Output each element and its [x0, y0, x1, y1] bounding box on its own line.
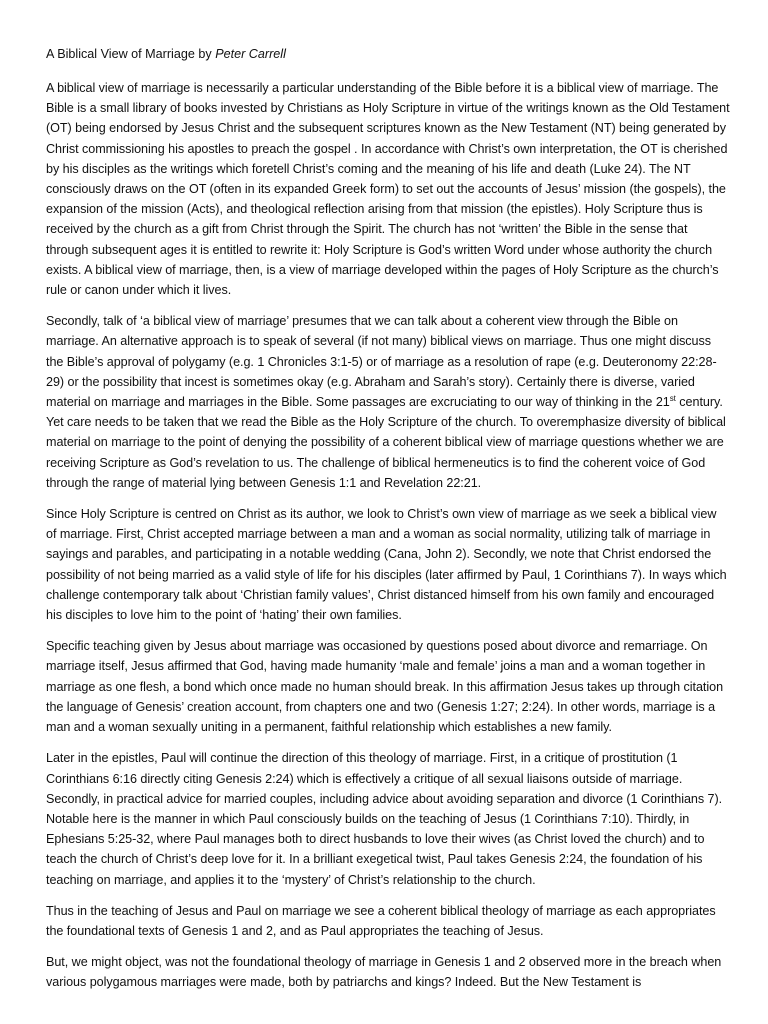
- paragraph-2: [46, 311, 730, 493]
- title-text: A Biblical View of Marriage: [46, 47, 195, 61]
- ordinal-superscript: st: [669, 393, 676, 403]
- paragraph-7: But, we might object, was not the foundational theology of marriage in Genesis 1 and 2 observed more in the breach when various polygamous marriages were made, both by patriarchs and kings? Indeed. But the New Testament is: [46, 955, 722, 990]
- paragraph-3: Since Holy Scripture is centred on Christ as its author, we look to Christ’s own view of marriage as we seek a biblical view of marriage. First, Christ accepted marriage between a man and a woman as social normality, utilizing talk of marriage in sayings and parables, and participating in a notable wedding (Cana, John 2). Secondly, we note that Christ endorsed the possibility of not being married as a valid style of life for his disciples (later affirmed by Paul, 1 Corinthians 7). In ways which challenge contemporary talk about ‘Christian family values’, Christ distanced himself from his own family and encouraged his disciples to love him to the point of ‘hating’ their own families.: [46, 507, 727, 623]
- paragraph-5: Later in the epistles, Paul will continue the direction of this theology of marriage. First, in a critique of prostitution (1 Corinthians 6:16 directly citing Genesis 2:24) which is effectively a critique of all sexual liaisons outside of marriage. Secondly, in practical advice for married couples, including advice about avoiding separation and divorce (1 Corinthians 7). Notable here is the manner in which Paul consciously builds on the teaching of Jesus (1 Corinthians 7:10). Thirdly, in Ephesians 5:25-32, where Paul manages both to direct husbands to love their wives (as Christ loved the church) and to teach the church of Christ’s deep love for it. In a brilliant exegetical twist, Paul takes Genesis 2:24, the foundation of his teaching on marriage, and applies it to the ‘mystery’ of Christ’s relationship to the church.: [46, 751, 723, 887]
- author-name: Peter Carrell: [215, 47, 286, 61]
- paragraph-1: A biblical view of marriage is necessarily a particular understanding of the Bible before it is a biblical view of marriage. The Bible is a small library of books invested by Christians as Holy Scripture in virtue of the writings known as the Old Testament (OT) being endorsed by Jesus Christ and the subsequent scriptures known as the New Testament (NT) being generated by Christ commissioning his apostles to preach the gospel . In accordance with Christ’s own interpretation, the OT is cherished by his disciples as the writings which foretell Christ’s coming and the meaning of his life and death (Luke 24). The NT consciously draws on the OT (often in its expanded Greek form) to set out the accounts of Jesus’ mission (the gospels), the expansion of the mission (Acts), and theological reflection arising from that mission (the epistles). Holy Scripture thus is received by the church as a gift from Christ through the Spirit. The church has not ‘written’ the Bible in the sense that through subsequent ages it is entitled to rewrite it: Holy Scripture is God’s written Word under whose authority the church exists. A biblical view of marriage, then, is a view of marriage developed within the pages of Holy Scripture as the church’s rule or canon under which it lives.: [46, 81, 730, 298]
- document-title: [46, 44, 730, 64]
- author-prefix: by: [194, 47, 216, 61]
- paragraph-4: Specific teaching given by Jesus about marriage was occasioned by questions posed about divorce and remarriage. On marriage itself, Jesus affirmed that God, having made humanity ‘male and female’ joins a man and a woman together in marriage as one flesh, a bond which once made no human should break. In this affirmation Jesus takes up through citation the language of Genesis’ creation account, from chapters one and two (Genesis 1:27; 2:24). In other words, marriage is a man and a woman sexually uniting in a permanent, faithful relationship which establishes a new family.: [46, 639, 724, 735]
- paragraph-2-part-1: Secondly, talk of ‘a biblical view of marriage’ presumes that we can talk about a coherent view through the Bible on marriage. An alternative approach is to speak of several (if not many) biblical views on marriage. Thus one might discuss the Bible’s approval of polygamy (e.g. 1 Chronicles 3:1-5) or of marriage as a resolution of rape (e.g. Deuteronomy 22:28-29) or the possibility that incest is sometimes okay (e.g. Abraham and Sarah’s story). Certainly there is diverse, varied material on marriage and marriages in the Bible. Some passages are excruciating to our way of thinking in the 21: [46, 314, 717, 410]
- paragraph-2-part-2: century. Yet care needs to be taken that we read the Bible as the Holy Scripture of the church. To overemphasize diversity of biblical material on marriage to the point of denying the possibility of a coherent biblical view of marriage questions whether we are receiving Scripture as God’s revelation to us. The challenge of biblical hermeneutics is to find the coherent voice of God through the range of material lying between Genesis 1:1 and Revelation 22:21.: [46, 395, 726, 490]
- paragraph-6: Thus in the teaching of Jesus and Paul on marriage we see a coherent biblical theology of marriage as each appropriates the foundational texts of Genesis 1 and 2, and as Paul appropriates the teaching of Jesus.: [46, 903, 716, 938]
- document-content: [46, 44, 730, 1004]
